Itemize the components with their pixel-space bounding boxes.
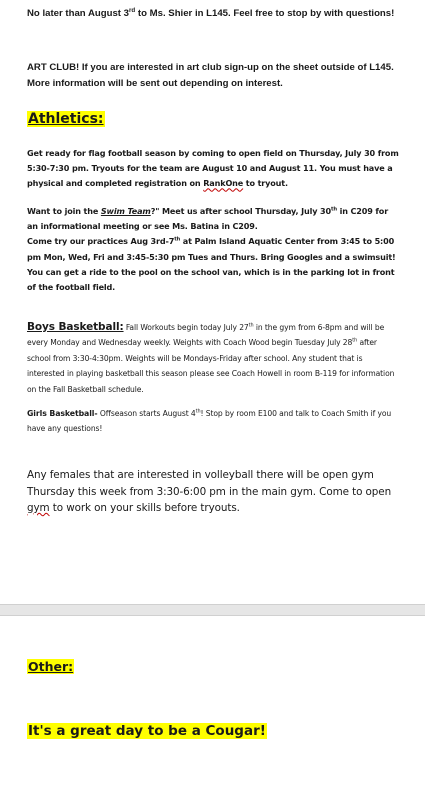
athletics-heading-line	[27, 108, 399, 127]
flag-football-paragraph: Get ready for flag football season by coming to open field on Thursday, July 30 from 5:30-7:30 pm. Tryouts for the team are August 10 and August 11. You must have a physical and completed registration on RankOne to tryout.	[27, 148, 399, 189]
rankone-word: RankOne	[203, 178, 244, 189]
volleyball-paragraph: Any females that are interested in volleyball there will be open gym Thursday this week from 3:30-6:00 pm in the main gym. Come to open gym to work on your skills before tryouts.	[27, 469, 392, 515]
girls-basketball-paragraph: Girls Basketball- Offseason starts August 4th! Stop by room E100 and talk to Coach Smith if you have any questions!	[27, 408, 392, 434]
swim-team-link-text: Swim Team	[100, 206, 151, 216]
tagline-line	[27, 720, 399, 739]
swim-team-paragraph: Want to join the Swim Team?" Meet us after school Thursday, July 30th in C209 for an informational meeting or see Ms. Batina in C209. Come try our practices Aug 3rd-7th at Palm Island Aquatic Center from 3:45 to 5:00 pm Mon, Wed, Fri and 3:45-5:30 pm Tues and Thurs. Bring Googles and a swimsuit! You can get a ride to the pool on the school van, which is in the parking lot in front of the football field.	[27, 206, 396, 293]
athletics-heading: Athletics:	[28, 111, 104, 127]
cougar-tagline: It's a great day to be a Cougar!	[28, 723, 266, 739]
other-heading: Other:	[28, 659, 74, 674]
other-heading-line	[27, 656, 399, 675]
art-club-paragraph: ART CLUB! If you are interested in art club sign-up on the sheet outside of L145. More information will be sent out depending on interest.	[27, 62, 394, 89]
girls-basketball-heading: Girls Basketball-	[27, 409, 98, 418]
page-break	[0, 604, 425, 616]
document-page-2	[0, 616, 425, 800]
intro-paragraph: No later than August 3rd to Ms. Shier in L145. Feel free to stop by with questions!	[27, 6, 395, 19]
boys-basketball-paragraph: Boys Basketball: Fall Workouts begin today July 27th in the gym from 6-8pm and will be every Monday and Wednesday weekly. Weights with Coach Wood begin Tuesday July 28th after school from 3:30-4:30pm. Weights will be Mondays-Friday after school. Any student that is interested in playing basketball this season please see Coach Howell in room B-119 for information on the Fall Basketball schedule.	[27, 321, 395, 394]
boys-basketball-heading: Boys Basketball:	[27, 321, 124, 333]
gym-word: gym	[27, 502, 50, 515]
